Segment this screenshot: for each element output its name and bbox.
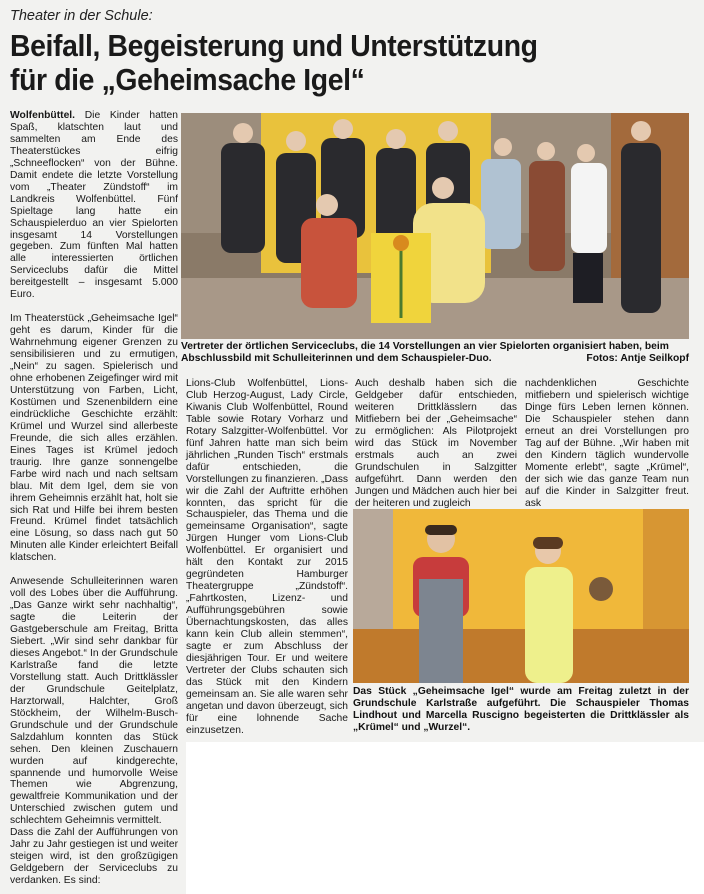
article-column-4 bbox=[525, 378, 689, 509]
blank-area bbox=[186, 742, 704, 894]
kicker: Theater in der Schule: bbox=[10, 8, 153, 24]
paragraph: Im Theaterstück „Geheimsache Igel“ geht es darum, Kinder für die Wahrnehmung eigener Grenzen zu sensibilisieren und zu ermutigen, „Nein“ zu sagen. Spielerisch und ohne erhobenen Zeigefinger wird mit Unterstützung von Farben, Licht, Kostümen und Szenenbildern eine eindrückliche Geschichte erzählt: Krümel und Wurzel sind allerbeste Freunde, die sich alles erzählen. Eines Tages ist Krümel jedoch traurig. Ihre ganze sonnengelbe Farbe wird nach und nach seltsam blau. Mit dem Igel, dem sie von ihrem Geheimnis erzählt hat, holt sie sich Rat und Hilfe bei ihrem besten Freund. Krümel findet tatsächlich eine Lösung, so dass nach gut 50 Minuten alle Kinder erleichtert Beifall klatschen. bbox=[10, 313, 178, 564]
article-column-1 bbox=[10, 110, 178, 890]
paragraph: nachdenklichen Geschichte mitfiebern und spielerisch wichtige Dinge fürs Leben lernen können. Die Schauspieler stehen dann erneut an drei Vorstellungen pro Tag auf der Bühne. „Wir haben mit den Kindern täglich wundervolle Momente erlebt“, sagte „Krümel“, der sich wie das ganze Team nun auf die Kinder in Salzgitter freut. ask bbox=[525, 378, 689, 509]
article-column-3 bbox=[355, 378, 517, 509]
paragraph: Lions-Club Wolfenbüttel, Lions-Club Herzog-August, Lady Circle, Kiwanis Club Wolfenbüttel, Round Table sowie Rotary Vorharz und Rotary Salzgitter-Wolfenbüttel. Vor fünf Jahren hatte man sich beim jährlichen „Runden Tisch“ erstmals dafür entschieden, die Vorstellungen zu finanzieren. „Dass wir die Zahl der Auftritte erhöhen konnten, das spricht für die Schauspieler, das Thema und die gemeinsame Organisation“, sagte Jürgen Hunger vom Lions-Club Wolfenbüttel. Er organisiert und hält den Kontakt zur 2015 gegründeten Hamburger Theatergruppe „Zündstoff“. „Fahrtkosten, Lizenz- und Aufführungsgebühren sowie Übernachtungskosten, das alles kann kein Club allein stemmen“, sagte er zum Abschluss der diesjährigen Tour. Er und weitere Vertreter der Clubs schauten sich das Stück mit den Kindern gemeinsam an. Sie alle waren sehr angetan und davon überzeugt, sich für eine lohnende Sache einzusetzen. bbox=[186, 378, 348, 736]
stage-photo bbox=[353, 509, 689, 683]
dateline: Wolfenbüttel. bbox=[10, 110, 76, 121]
article-column-2 bbox=[186, 378, 348, 737]
paragraph: Anwesende Schulleiterinnen waren voll des Lobes über die Aufführung. „Das Ganze wirkt sehr nachhaltig“, sagte die Leiterin der Gastgeberschule am Freitag, Britta Siebert. „Wir sind sehr dankbar für dieses Angebot.“ In der Grundschule Karlstraße fand die letzte Vorstellung statt. Auch Drittklässler der Grundschule Geitelplatz, Harztorwall, Halchter, Groß Stöckheim, der Wilhelm-Busch-Grundschule und der Grundschule Salzdahlum konnten das Stück sehen. Den kleinen Zuschauern wurden auf kindgerechte, spannende und humorvolle Weise Themen wie Abgrenzung, gewaltfreie Kommunikation und der Unterschied zwischen gutem und schlechtem Geheimnis vermittelt. bbox=[10, 576, 178, 827]
headline-line-1: Beifall, Begeisterung und Unterstützung bbox=[10, 29, 538, 63]
headline bbox=[10, 29, 652, 97]
paragraph bbox=[10, 110, 178, 301]
paragraph: Dass die Zahl der Aufführungen von Jahr zu Jahr gestiegen ist und weiter steigen wird, ist den großzügigen Geldgebern der Serviceclubs zu verdanken. Es sind: bbox=[10, 827, 178, 887]
paragraph: Auch deshalb haben sich die Geldgeber dafür entschieden, weiteren Drittklässlern das Mitfiebern bei der „Geheimsache“ zu ermöglichen: Als Pilotprojekt wird das Stück im November erstmals auch an zwei Grundschulen in Salzgitter aufgeführt. Dann werden den Jungen und Mädchen auch hier bei der heiteren und zugleich bbox=[355, 378, 517, 509]
photo-caption-1 bbox=[181, 341, 689, 365]
photo-credit: Fotos: Antje Seilkopf bbox=[586, 353, 689, 364]
photo-caption-2: Das Stück „Geheimsache Igel“ wurde am Freitag zuletzt in der Grundschule Karlstraße aufgeführt. Die Schauspieler Thomas Lindhout und Marcella Ruscigno begeisterten die Drittklässler als „Krümel“ und „Wurzel“. bbox=[353, 686, 689, 733]
body-text: Die Kinder hatten Spaß, klatschten laut und sammelten am Ende des Theaterstückes eifrig „Schneeflocken“ von der Bühne. Damit endete die letzte Vorstellung vom „Theater Zündstoff“ im Landkreis Wolfenbüttel. Fünf Spieltage lang hatte ein Schauspielerduo an vier Spielorten insgesamt 14 Vorstellungen gegeben. Zum fünften Mal hatten alle interessierten örtlichen Serviceclubs dafür die Mittel bereitgestellt – insgesamt 5.000 Euro. bbox=[10, 110, 178, 301]
headline-line-2: für die „Geheimsache Igel“ bbox=[10, 63, 365, 97]
caption-text: Vertreter der örtlichen Serviceclubs, die 14 Vorstellungen an vier Spielorten organisiert haben, beim Abschlussbild mit Schulleiterinnen und dem Schauspieler-Duo. bbox=[181, 341, 669, 364]
group-photo bbox=[181, 113, 689, 339]
